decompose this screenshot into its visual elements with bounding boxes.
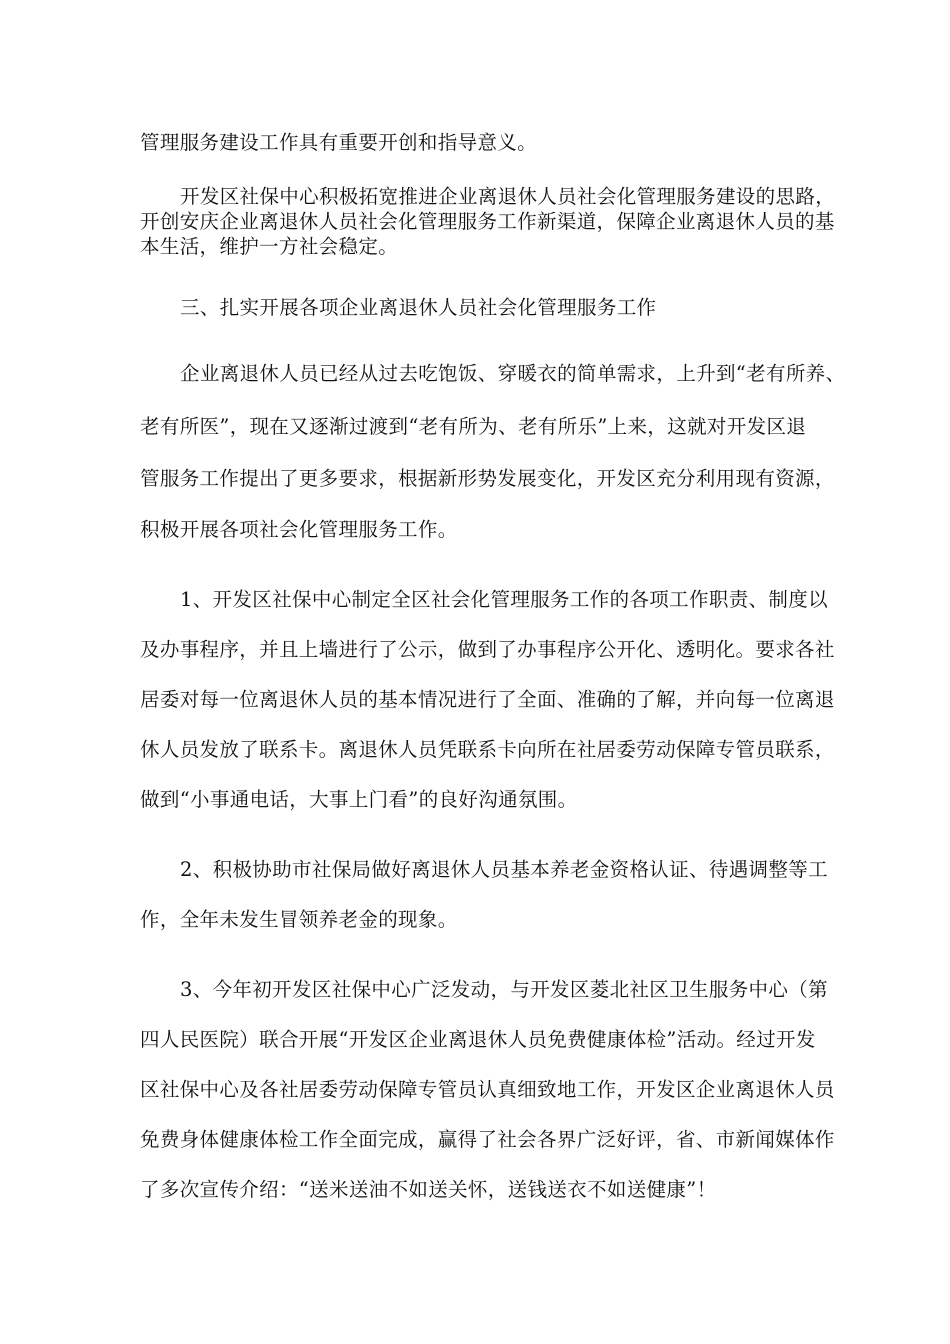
- text-line: 积极开展各项社会化管理服务工作。: [140, 518, 458, 541]
- text-line: 3、今年初开发区社保中心广泛发动，与开发区菱北社区卫生服务中心（第: [180, 978, 828, 1001]
- text-line: 开创安庆企业离退休人员社会化管理服务工作新渠道，保障企业离退休人员的基: [140, 210, 835, 233]
- text-line: 四人民医院）联合开展“开发区企业离退休人员免费健康体检”活动。经过开发: [140, 1028, 816, 1051]
- text-line: 2、积极协助市社保局做好离退休人员基本养老金资格认证、待遇调整等工: [180, 858, 828, 881]
- text-line: 居委对每一位离退休人员的基本情况进行了全面、准确的了解，并向每一位离退: [140, 688, 835, 711]
- text-line: 企业离退休人员已经从过去吃饱饭、穿暖衣的简单需求，上升到“老有所养、: [180, 362, 846, 385]
- text-line: 区社保中心及各社居委劳动保障专管员认真细致地工作，开发区企业离退休人员: [140, 1078, 835, 1101]
- text-line: 1、开发区社保中心制定全区社会化管理服务工作的各项工作职责、制度以: [180, 588, 828, 611]
- text-line: 开发区社保中心积极拓宽推进企业离退休人员社会化管理服务建设的思路，: [180, 185, 836, 208]
- text-line: 本生活，维护一方社会稳定。: [140, 235, 399, 258]
- text-line: 老有所医”，现在又逐渐过渡到“老有所为、老有所乐”上来，这就对开发区退: [140, 415, 807, 438]
- text-line: 管理服务建设工作具有重要开创和指导意义。: [140, 131, 538, 154]
- text-line: 休人员发放了联系卡。离退休人员凭联系卡向所在社居委劳动保障专管员联系，: [140, 738, 835, 761]
- text-line: 及办事程序，并且上墙进行了公示，做到了办事程序公开化、透明化。要求各社: [140, 638, 835, 661]
- text-line: 作，全年未发生冒领养老金的现象。: [140, 908, 458, 931]
- text-line: 做到“小事通电话，大事上门看”的良好沟通氛围。: [140, 788, 578, 811]
- text-line: 管服务工作提出了更多要求，根据新形势发展变化，开发区充分利用现有资源，: [140, 467, 835, 490]
- text-line: 了多次宣传介绍：“送米送油不如送关怀，送钱送衣不如送健康”！: [140, 1178, 717, 1201]
- section-heading: 三、扎实开展各项企业离退休人员社会化管理服务工作: [180, 296, 657, 319]
- text-line: 免费身体健康体检工作全面完成，赢得了社会各界广泛好评，省、市新闻媒体作: [140, 1128, 835, 1151]
